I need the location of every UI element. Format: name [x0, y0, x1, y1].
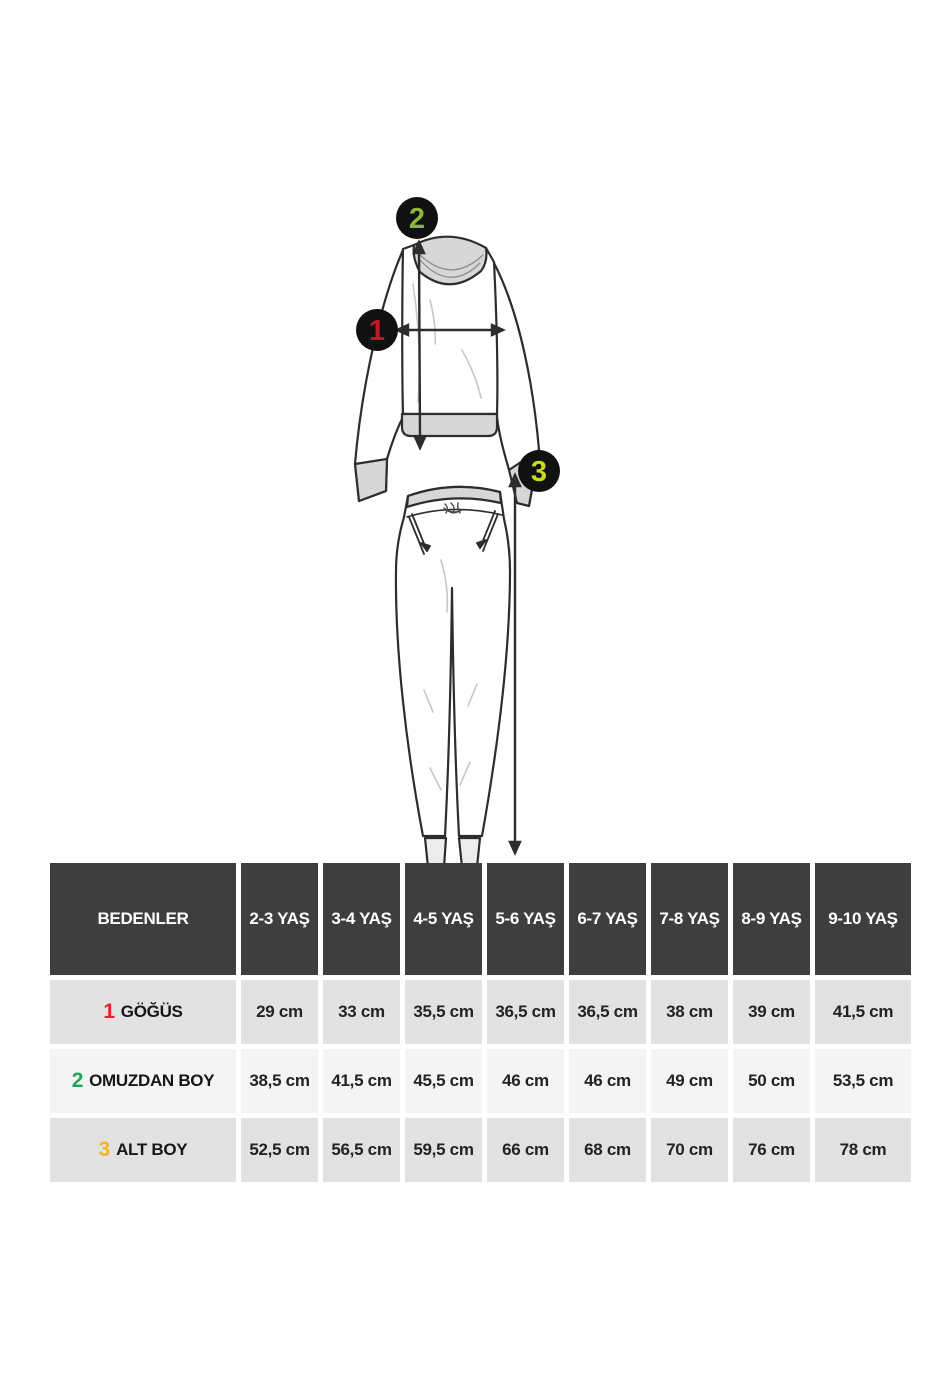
pants-length-arrow	[510, 475, 520, 853]
value-cell: 76 cm	[733, 1118, 810, 1182]
column-header-4-5: 4-5 YAŞ	[405, 863, 482, 975]
column-header-9-10: 9-10 YAŞ	[815, 863, 911, 975]
value-cell: 38,5 cm	[241, 1049, 318, 1113]
row-label-gogus	[50, 980, 236, 1044]
value-cell: 53,5 cm	[815, 1049, 911, 1113]
value-cell: 36,5 cm	[487, 980, 564, 1044]
marker-1-label: 1	[368, 315, 386, 347]
row-number-2: 2	[71, 1069, 84, 1092]
marker-3	[518, 450, 560, 492]
header-row	[50, 863, 911, 975]
column-header-7-8: 7-8 YAŞ	[651, 863, 728, 975]
marker-3-label: 3	[530, 456, 548, 488]
value-cell: 41,5 cm	[323, 1049, 400, 1113]
row-number-3: 3	[98, 1138, 111, 1161]
table-row-gogus	[50, 980, 911, 1044]
column-header-2-3: 2-3 YAŞ	[241, 863, 318, 975]
value-cell: 52,5 cm	[241, 1118, 318, 1182]
row-label-text: ALT BOY	[116, 1140, 188, 1159]
value-cell: 41,5 cm	[815, 980, 911, 1044]
value-cell: 59,5 cm	[405, 1118, 482, 1182]
row-label-omuzdan-boy	[50, 1049, 236, 1113]
value-cell: 38 cm	[651, 980, 728, 1044]
column-header-3-4: 3-4 YAŞ	[323, 863, 400, 975]
value-cell: 66 cm	[487, 1118, 564, 1182]
value-cell: 29 cm	[241, 980, 318, 1044]
marker-2	[396, 197, 438, 239]
sweatshirt-illustration	[355, 237, 539, 506]
value-cell: 50 cm	[733, 1049, 810, 1113]
value-cell: 70 cm	[651, 1118, 728, 1182]
pants-illustration	[396, 487, 510, 867]
value-cell: 45,5 cm	[405, 1049, 482, 1113]
row-number-1: 1	[103, 1000, 115, 1023]
marker-2-label: 2	[408, 203, 426, 235]
value-cell: 35,5 cm	[405, 980, 482, 1044]
marker-1	[356, 309, 398, 351]
value-cell: 39 cm	[733, 980, 810, 1044]
column-header-5-6: 5-6 YAŞ	[487, 863, 564, 975]
row-label-alt-boy	[50, 1118, 236, 1182]
table-row-alt-boy	[50, 1118, 911, 1182]
value-cell: 68 cm	[569, 1118, 646, 1182]
value-cell: 46 cm	[487, 1049, 564, 1113]
column-header-6-7: 6-7 YAŞ	[569, 863, 646, 975]
value-cell: 49 cm	[651, 1049, 728, 1113]
size-table	[45, 858, 916, 1187]
value-cell: 33 cm	[323, 980, 400, 1044]
value-cell: 36,5 cm	[569, 980, 646, 1044]
table-row-omuzdan-boy	[50, 1049, 911, 1113]
row-label-text: GÖĞÜS	[120, 1002, 183, 1021]
value-cell: 46 cm	[569, 1049, 646, 1113]
value-cell: 78 cm	[815, 1118, 911, 1182]
value-cell: 56,5 cm	[323, 1118, 400, 1182]
row-label-text: OMUZDAN BOY	[89, 1071, 215, 1090]
column-header-8-9: 8-9 YAŞ	[733, 863, 810, 975]
column-header-bedenler: BEDENLER	[50, 863, 236, 975]
